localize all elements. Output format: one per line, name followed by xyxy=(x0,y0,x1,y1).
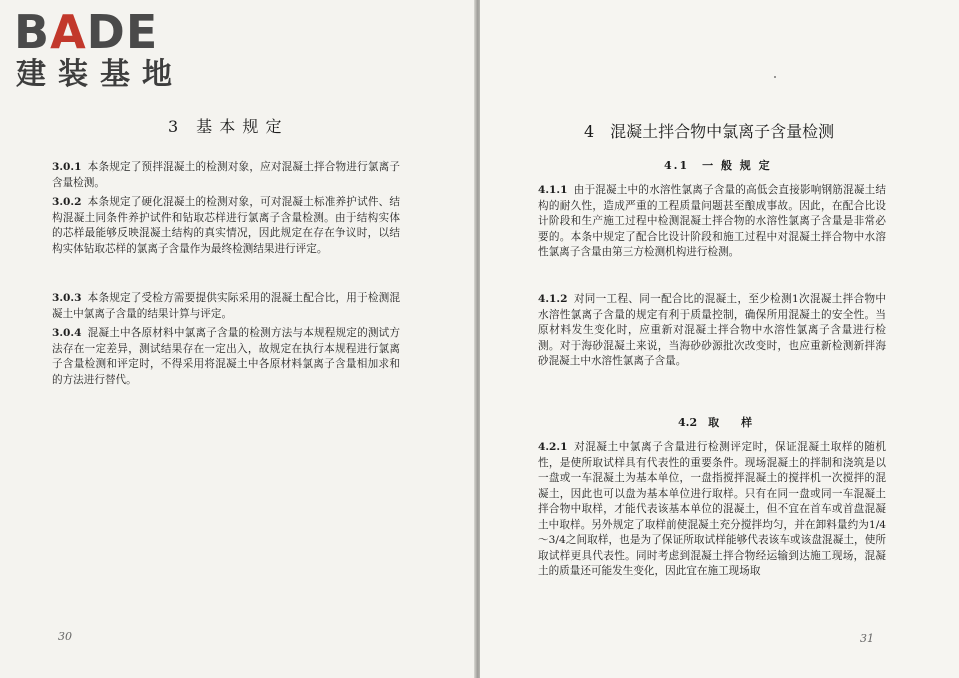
subsection-4-2-title: 4.2 取 样 xyxy=(678,416,753,429)
logo-subtitle: 建装基地 xyxy=(16,57,184,92)
right-page xyxy=(480,0,959,678)
clause-3-0-3: 3.0.3 本条规定了受检方需要提供实际采用的混凝土配合比，用于检测混凝土中氯离子含量的结果计算与评定。 xyxy=(52,292,400,320)
page-number-left: 30 xyxy=(58,630,72,643)
section-title-3: 3 基 本 规 定 xyxy=(168,117,283,136)
left-page xyxy=(0,0,476,678)
clause-4-1-1: 4.1.1 由于混凝土中的水溶性氯离子含量的高低会直接影响钢筋混凝土结构的耐久性，造成严重的工程质量问题甚至酿成事故。因此，在配合比设计阶段和生产施工过程中检测混凝土拌合物的水溶性氯离子含量是非常必要的。本条中规定了配合比设计阶段和施工过程中对混凝土拌合物中水溶性氯离子含量由第三方检测机构进行检测。 xyxy=(538,184,886,258)
section-title-4: 4 混凝土拌合物中氯离子含量检测 xyxy=(584,122,835,141)
logo-wordmark: BADE xyxy=(14,5,159,59)
bade-logo xyxy=(14,6,184,92)
subsection-4-1-title: 4.1 一 般 规 定 xyxy=(664,159,772,172)
clause-4-1-2: 4.1.2 对同一工程、同一配合比的混凝土，至少检测1次混凝土拌合物中水溶性氯离子含量的规定有利于质量控制，确保所用混凝土的安全性。当原材料发生变化时，应重新对混凝土拌合物中水溶性氯离子含量进行检测。对于海砂混凝土来说，当海砂砂源批次改变时，也应重新检测新拌海砂混凝土中水溶性氯离子含量。 xyxy=(538,293,886,367)
clause-3-0-4: 3.0.4 混凝土中各原材料中氯离子含量的检测方法与本规程规定的测试方法存在一定差异，测试结果存在一定出入，故规定在执行本规程进行氯离子含量检测和评定时，不得采用将混凝土中各原材料氯离子含量相加求和的方法进行替代。 xyxy=(52,327,400,386)
clause-3-0-1: 3.0.1 本条规定了预拌混凝土的检测对象，应对混凝土拌合物进行氯离子含量检测。 xyxy=(52,161,400,189)
page-number-right: 31 xyxy=(860,632,874,645)
clause-3-0-2: 3.0.2 本条规定了硬化混凝土的检测对象，可对混凝土标准养护试件、结构混凝土同条件养护试件和钻取芯样进行氯离子含量检测。由于结构实体的芯样最能够反映混凝土结构的真实情况，因此规定在存在争议时，以结构实体钻取芯样的氯离子含量作为最终检测结果进行评定。 xyxy=(52,196,400,255)
scan-speck xyxy=(774,76,776,78)
clause-4-2-1: 4.2.1 对混凝土中氯离子含量进行检测评定时，保证混凝土取样的随机性，是使所取试样具有代表性的重要条件。现场混凝土的拌制和浇筑是以一盘或一车混凝土为基本单位，一盘指搅拌混凝土的搅拌机一次搅拌的混凝土，因此也可以盘为基本单位进行取样。只有在同一盘或同一车混凝土拌合物中取样，才能代表该基本单位的混凝土，但不宜在首车或首盘混凝土中取样。另外规定了取样前使混凝土充分搅拌均匀，并在卸料量约为1/4～3/4之间取样，也是为了保证所取试样能够代表该车或该盘混凝土，使所取试样更具代表性。同时考虑到混凝土拌合物经运输到达施工现场，混凝土的质量还可能发生变化，因此宜在施工现场取 xyxy=(538,441,886,577)
